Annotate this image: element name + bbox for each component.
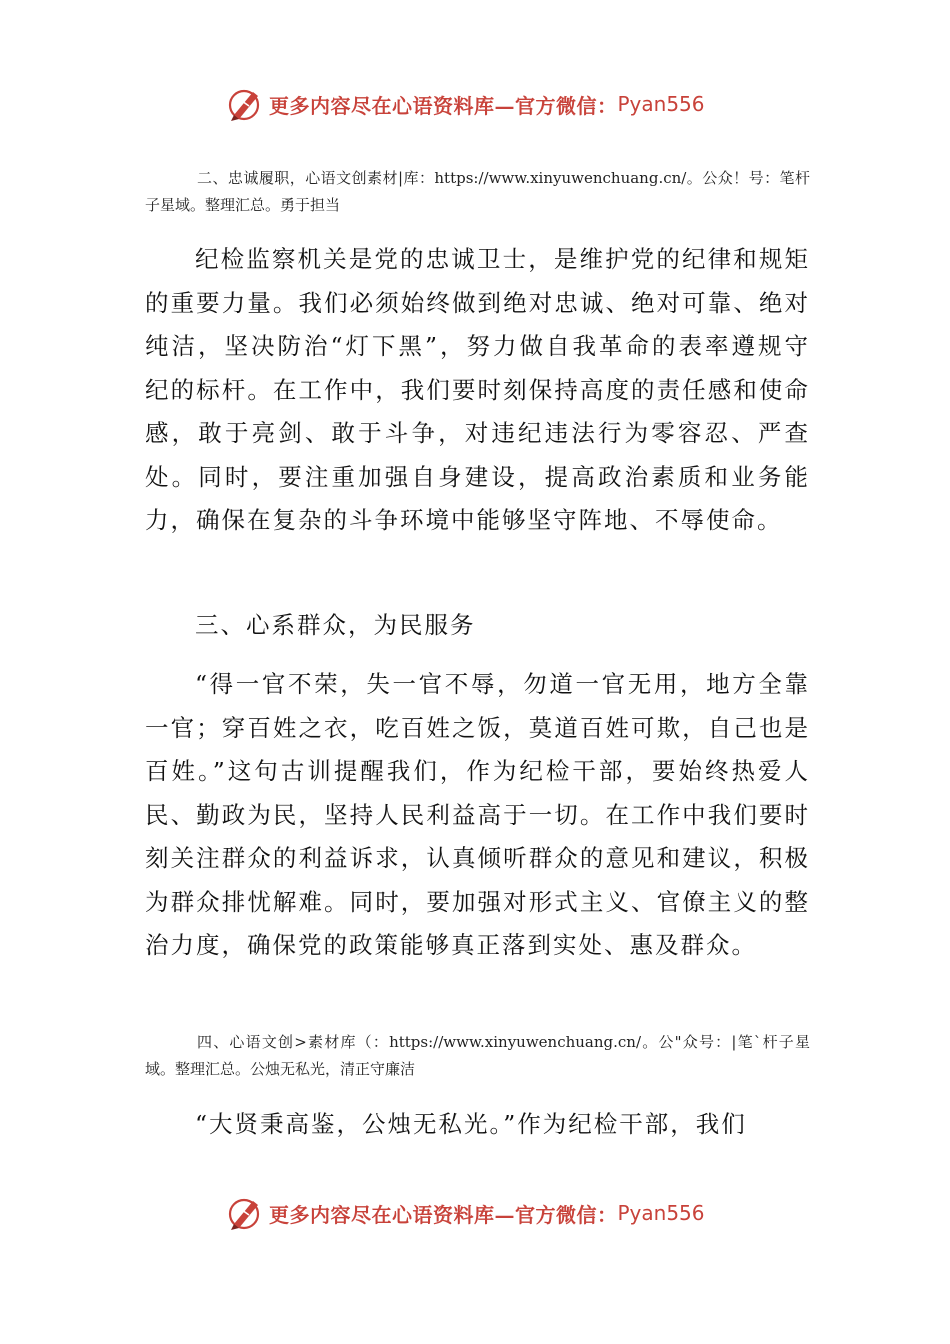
pen-logo-icon [225,84,265,124]
pen-logo-icon [225,1193,265,1233]
banner-text: 更多内容尽在心语资料库—官方微信： [269,93,618,118]
banner-wechat-id: Pyan556 [617,92,705,116]
section-heading-3: 三、心系群众，为民服务 [195,611,476,639]
watermark-note-1: 二、忠诚履职，心语文创素材|库：https://www.xinyuwenchuang.cn/。公众！号：笔杆子星域。整理汇总。勇于担当 [145,169,810,214]
banner-wechat-id: Pyan556 [617,1201,705,1225]
footer-banner[interactable] [225,1191,705,1235]
paragraph-3: “大贤秉高鉴，公烛无私光。”作为纪检干部，我们 [195,1110,747,1138]
watermark-note-2: 四、心语文创>素材库（：https://www.xinyuwenchuang.cn/。公"众号：|笔`杆子星域。整理汇总。公烛无私光，清正守廉洁 [145,1033,810,1078]
header-banner[interactable] [225,82,705,126]
banner-text: 更多内容尽在心语资料库—官方微信： [269,1202,618,1227]
paragraph-1: 纪检监察机关是党的忠诚卫士，是维护党的纪律和规矩的重要力量。我们必须始终做到绝对忠诚、绝对可靠、绝对纯洁，坚决防治“灯下黑”，努力做自我革命的表率遵规守纪的标杆。在工作中，我们要时刻保持高度的责任感和使命感，敢于亮剑、敢于斗争，对违纪违法行为零容忍、严查处。同时，要注重加强自身建设，提高政治素质和业务能力，确保在复杂的斗争环境中能够坚守阵地、不辱使命。 [145,245,810,534]
paragraph-2: “得一官不荣，失一官不辱，勿道一官无用，地方全靠一官；穿百姓之衣，吃百姓之饭，莫道百姓可欺，自己也是百姓。”这句古训提醒我们，作为纪检干部，要始终热爱人民、勤政为民，坚持人民利益高于一切。在工作中我们要时刻关注群众的利益诉求，认真倾听群众的意见和建议，积极为群众排忧解难。同时，要加强对形式主义、官僚主义的整治力度，确保党的政策能够真正落到实处、惠及群众。 [145,670,810,959]
